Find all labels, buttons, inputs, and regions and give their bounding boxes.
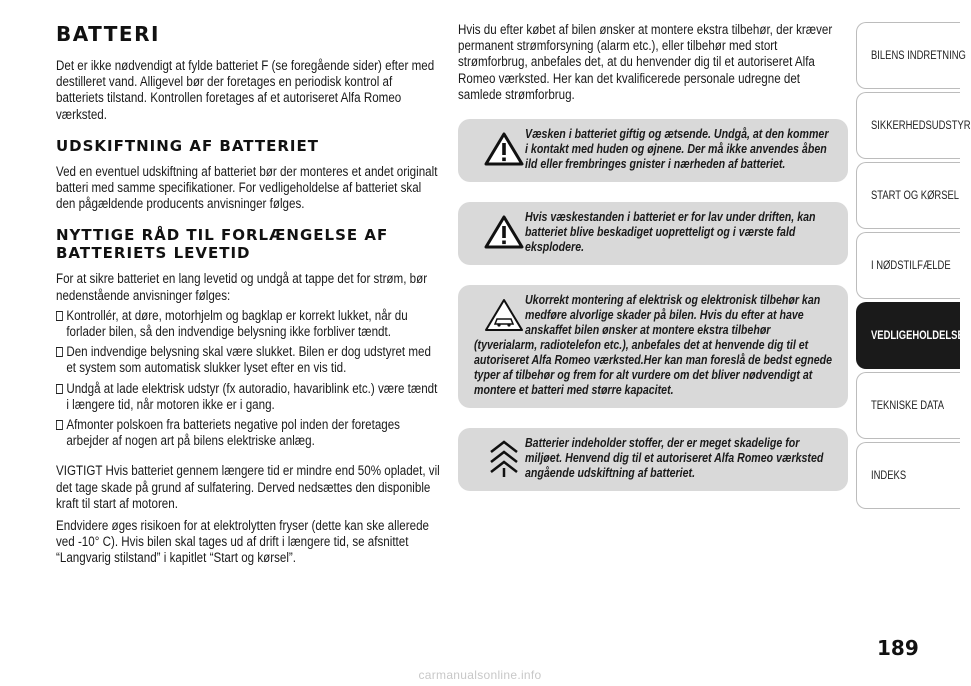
- tab-tekniske-data[interactable]: TEKNISKE DATA: [856, 372, 960, 439]
- list-item: Kontrollér, at døre, motorhjelm og bagklap er korrekt lukket, når du forlader bilen, så den indvendige belysning ikke forbliver tændt.: [56, 308, 443, 340]
- checkbox-bullet-icon: [56, 347, 63, 357]
- checkbox-bullet-icon: [56, 420, 63, 430]
- tab-i-nodstilfaelde[interactable]: I NØDSTILFÆLDE: [856, 232, 960, 299]
- tab-vedligeholdelse[interactable]: VEDLIGEHOLDELSE: [856, 302, 960, 369]
- advice-list: [56, 308, 444, 450]
- checkbox-bullet-icon: [56, 384, 63, 394]
- tab-indeks[interactable]: INDEKS: [856, 442, 960, 509]
- tab-bilens-indretning[interactable]: BILENS INDRETNING: [856, 22, 960, 89]
- warning-text: Hvis væskestanden i batteriet er for lav under driften, kan batteriet blive beskadiget uopretteligt og i værste fald eksplodere.: [525, 210, 816, 255]
- subheading-line-1: NYTTIGE RÅD TIL FORLÆNGELSE AF: [56, 226, 389, 245]
- checkbox-bullet-icon: [56, 311, 63, 321]
- important-paragraph: VIGTIGT Hvis batteriet gennem længere tid er mindre end 50% opladet, vil det tage skade på grund af sulfatering. Derved nedsættes den disponible kraft til start af motoren.: [56, 463, 440, 511]
- left-column: [56, 22, 444, 567]
- watermark: carmanualsonline.info: [418, 668, 542, 682]
- subheading-line-2: BATTERIETS LEVETID: [56, 244, 251, 263]
- list-item: Den indvendige belysning skal være slukket. Bilen er dog udstyret med et system som automatisk slukker lyset efter en vis tid.: [56, 344, 443, 376]
- accessory-paragraph: Hvis du efter købet af bilen ønsker at montere ekstra tilbehør, der kræver permanent strømforsyning (alarm etc.), eller tilbehør med stort strømforbrug, anbefales det, at du henvender dig til et autoriseret Alfa Romeo værksted. Her kan det kvalificerede personale udregne det samlede strømforbrug.: [458, 22, 833, 102]
- subheading-battery-life: [56, 226, 444, 262]
- subheading-replacement: UDSKIFTNING AF BATTERIET: [56, 136, 319, 155]
- caution-text: Ukorrekt montering af elektrisk og elektronisk tilbehør kan medføre alvorlige skader på bilen. Hvis du efter at have anskaffet bilen ønsker at montere ekstra tilbehør (tyverialarm, radiotelefon etc.), anbefales det at henvende dig til et autoriseret Alfa Romeo værksted.Her kan man foreslå de bedst egnede typer af tilbehør og frem for alt vurdere om det bliver nødvendigt at montere et batteri med større kapacitet.: [474, 293, 833, 398]
- list-item: Undgå at lade elektrisk udstyr (fx autoradio, havariblink etc.) være tændt i længere tid, når motoren ikke er i gang.: [56, 381, 443, 413]
- warning-text: Væsken i batteriet giftig og ætsende. Undgå, at den kommer i kontakt med huden og øjnene. Der må ikke anvendes åben ild eller frembringes gnister i nærheden af batteriet.: [525, 127, 829, 172]
- environment-text: Batterier indeholder stoffer, der er meget skadelige for miljøet. Henvend dig til et autoriseret Alfa Romeo værksted angående udskiftning af batteriet.: [525, 436, 824, 481]
- warning-box: [458, 202, 848, 265]
- list-item: Afmonter polskoen fra batteriets negative pol inden der foretages arbejder af nogen art på bilens elektriske anlæg.: [56, 417, 443, 449]
- section-title: BATTERI: [56, 22, 160, 46]
- replacement-paragraph: Ved en eventuel udskiftning af batteriet bør der monteres et andet originalt batteri med samme specifikationer. For vedligeholdelse af batteriet skal den pågældende producents anvisninger følges.: [56, 163, 438, 212]
- tab-start-og-korsel[interactable]: START OG KØRSEL: [856, 162, 960, 229]
- page-number: 189: [877, 636, 919, 660]
- advice-intro: For at sikre batteriet en lang levetid og undgå at tappe det for strøm, bør nedenstående anvisninger følges:: [56, 271, 428, 303]
- environment-box: [458, 428, 848, 491]
- caution-box: [458, 285, 848, 408]
- tab-sikkerhedsudstyr[interactable]: SIKKERHEDSUDSTYR: [856, 92, 960, 159]
- closing-paragraph: Endvidere øges risikoen for at elektrolytten fryser (dette kan ske allerede ved -10° C). Hvis bilen skal tages ud af drift i længere tid, se afsnittet “Langvarig stilstand” i kapitlet “Start og kørsel”.: [56, 518, 429, 566]
- chapter-tabs: [856, 22, 971, 512]
- warning-box: [458, 119, 848, 182]
- right-column: [458, 22, 848, 511]
- intro-paragraph: Det er ikke nødvendigt at fylde batteriet F (se foregående sider) efter med destilleret vand. Alligevel bør der foretages en periodisk kontrol af batteriets tilstand. Kontrollen foretages af et autoriseret Alfa Romeo værksted.: [56, 58, 435, 122]
